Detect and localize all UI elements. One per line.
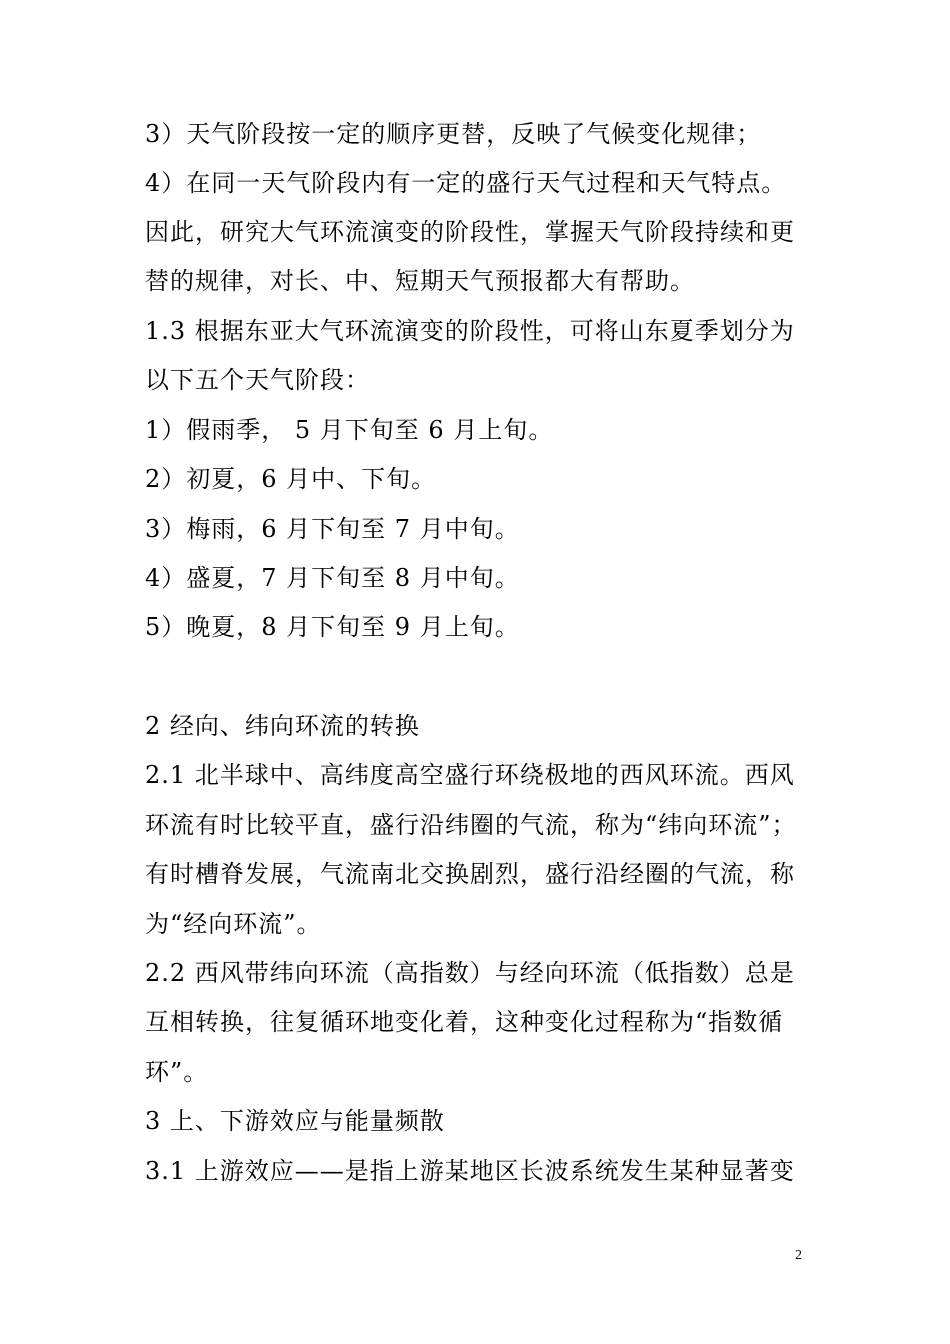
list-item: 5）晚夏，8 月下旬至 9 月上旬。 <box>145 613 520 641</box>
section-heading-2: 2 经向、纬向环流的转换 <box>145 712 420 740</box>
section-heading-2-1: 2.1 北半球中、高纬度高空盛行环绕极地的西风环流。西风 <box>145 761 795 789</box>
list-item: 4）盛夏，7 月下旬至 8 月中旬。 <box>145 564 520 592</box>
section-heading-1-3: 1.3 根据东亚大气环流演变的阶段性，可将山东夏季划分为 <box>145 317 795 345</box>
text-line: 3）天气阶段按一定的顺序更替，反映了气候变化规律； <box>145 120 762 148</box>
text-line: 环流有时比较平直，盛行沿纬圈的气流，称为“纬向环流”； <box>145 811 797 839</box>
list-item: 3）梅雨，6 月下旬至 7 月中旬。 <box>145 515 520 543</box>
section-heading-3: 3 上、下游效应与能量频散 <box>145 1107 445 1135</box>
text-line: 有时槽脊发展，气流南北交换剧烈，盛行沿经圈的气流，称 <box>145 860 795 888</box>
list-item: 1）假雨季， 5 月下旬至 6 月上旬。 <box>145 416 554 444</box>
page-number: 2 <box>795 1248 802 1263</box>
text-line: 互相转换，往复循环地变化着，这种变化过程称为“指数循 <box>145 1008 784 1036</box>
text-line: 替的规律，对长、中、短期天气预报都大有帮助。 <box>145 267 695 295</box>
text-line: 环”。 <box>145 1058 209 1086</box>
section-heading-2-2: 2.2 西风带纬向环流（高指数）与经向环流（低指数）总是 <box>145 959 795 987</box>
text-line: 4）在同一天气阶段内有一定的盛行天气过程和天气特点。 <box>145 169 787 197</box>
text-line: 因此，研究大气环流演变的阶段性，掌握天气阶段持续和更 <box>145 218 795 246</box>
text-line: 为“经向环流”。 <box>145 910 322 938</box>
text-line: 以下五个天气阶段： <box>145 366 370 394</box>
section-heading-3-1: 3.1 上游效应——是指上游某地区长波系统发生某种显著变 <box>145 1157 795 1185</box>
list-item: 2）初夏，6 月中、下旬。 <box>145 465 437 493</box>
